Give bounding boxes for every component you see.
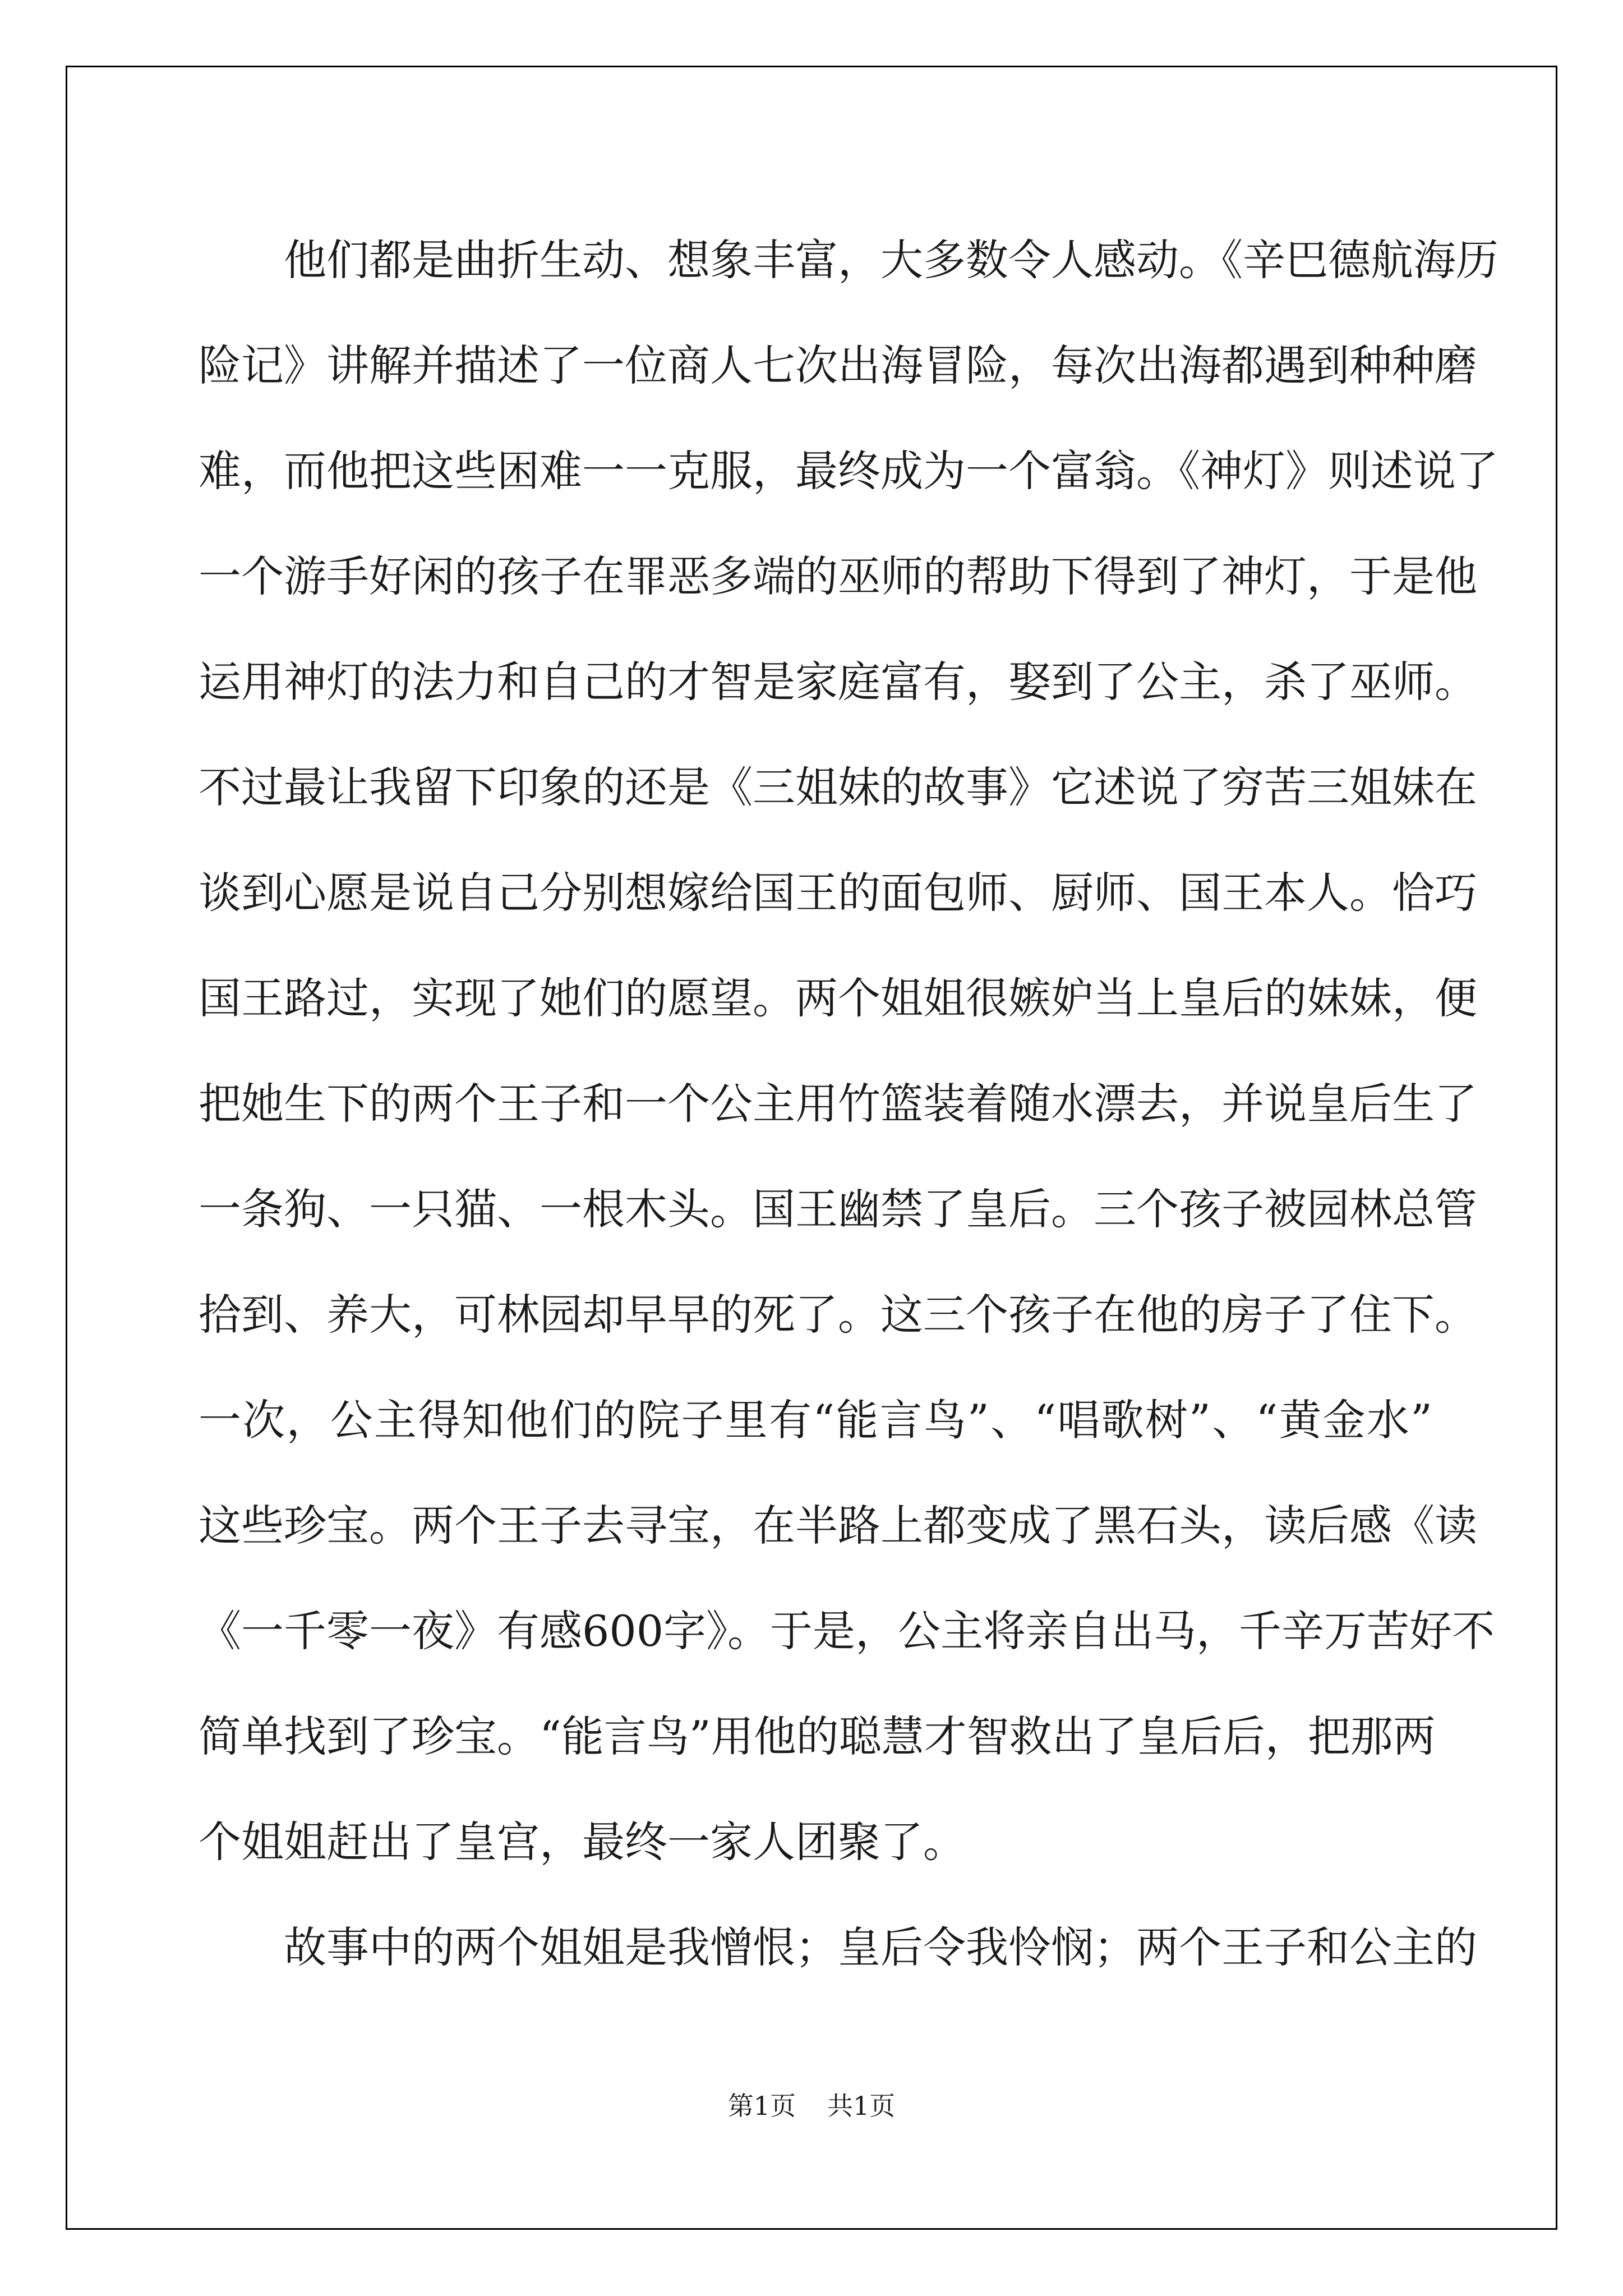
text-line: 故事中的两个姐姐是我憎恨；皇后令我怜悯；两个王子和公主的 [284,1922,1477,1972]
text-line: 拾到、养大，可林园却早早的死了。这三个孩子在他的房子了住下。 [199,1290,1477,1340]
text-line: 难，而他把这些困难一一克服，最终成为一个富翁。《神灯》则述说了 [199,446,1498,496]
page-total: 共1页 [827,2091,896,2121]
text-line: 把她生下的两个王子和一个公主用竹篮装着随水漂去，并说皇后生了 [199,1079,1477,1129]
text-line: 一个游手好闲的孩子在罪恶多端的巫师的帮助下得到了神灯，于是他 [199,551,1477,601]
page-footer [0,2086,1623,2123]
text-line: 简单找到了珍宝。“能言鸟”用他的聪慧才智救出了皇后后，把那两 [199,1711,1436,1761]
text-line: 国王路过，实现了她们的愿望。两个姐姐很嫉妒当上皇后的妹妹，便 [199,973,1477,1023]
text-line: 一条狗、一只猫、一根木头。国王幽禁了皇后。三个孩子被园林总管 [199,1184,1477,1234]
text-line: 一次，公主得知他们的院子里有“能言鸟”、“唱歌树”、“黄金水” [199,1395,1432,1445]
text-line: 他们都是曲折生动、想象丰富，大多数令人感动。《辛巴德航海历 [284,235,1498,285]
paragraph-2 [199,1895,1477,2000]
text-line: 谈到心愿是说自己分别想嫁给国王的面包师、厨师、国王本人。恰巧 [199,868,1477,918]
document-body [199,208,1498,2000]
text-line: 个姐姐赶出了皇宫，最终一家人团聚了。 [199,1817,966,1867]
text-line: 运用神灯的法力和自己的才智是家庭富有，娶到了公主，杀了巫师。 [199,657,1477,707]
text-line: 《一千零一夜》有感600字》。于是，公主将亲自出马，千辛万苦好不 [199,1606,1495,1656]
text-line: 险记》讲解并描述了一位商人七次出海冒险，每次出海都遇到种种磨 [199,341,1477,390]
paragraph-1 [199,208,1498,1895]
text-line: 不过最让我留下印象的还是《三姐妹的故事》它述说了穷苦三姐妹在 [199,762,1477,812]
text-line: 这些珍宝。两个王子去寻宝，在半路上都变成了黑石头，读后感《读 [199,1501,1477,1550]
page-number: 第1页 [727,2091,796,2121]
